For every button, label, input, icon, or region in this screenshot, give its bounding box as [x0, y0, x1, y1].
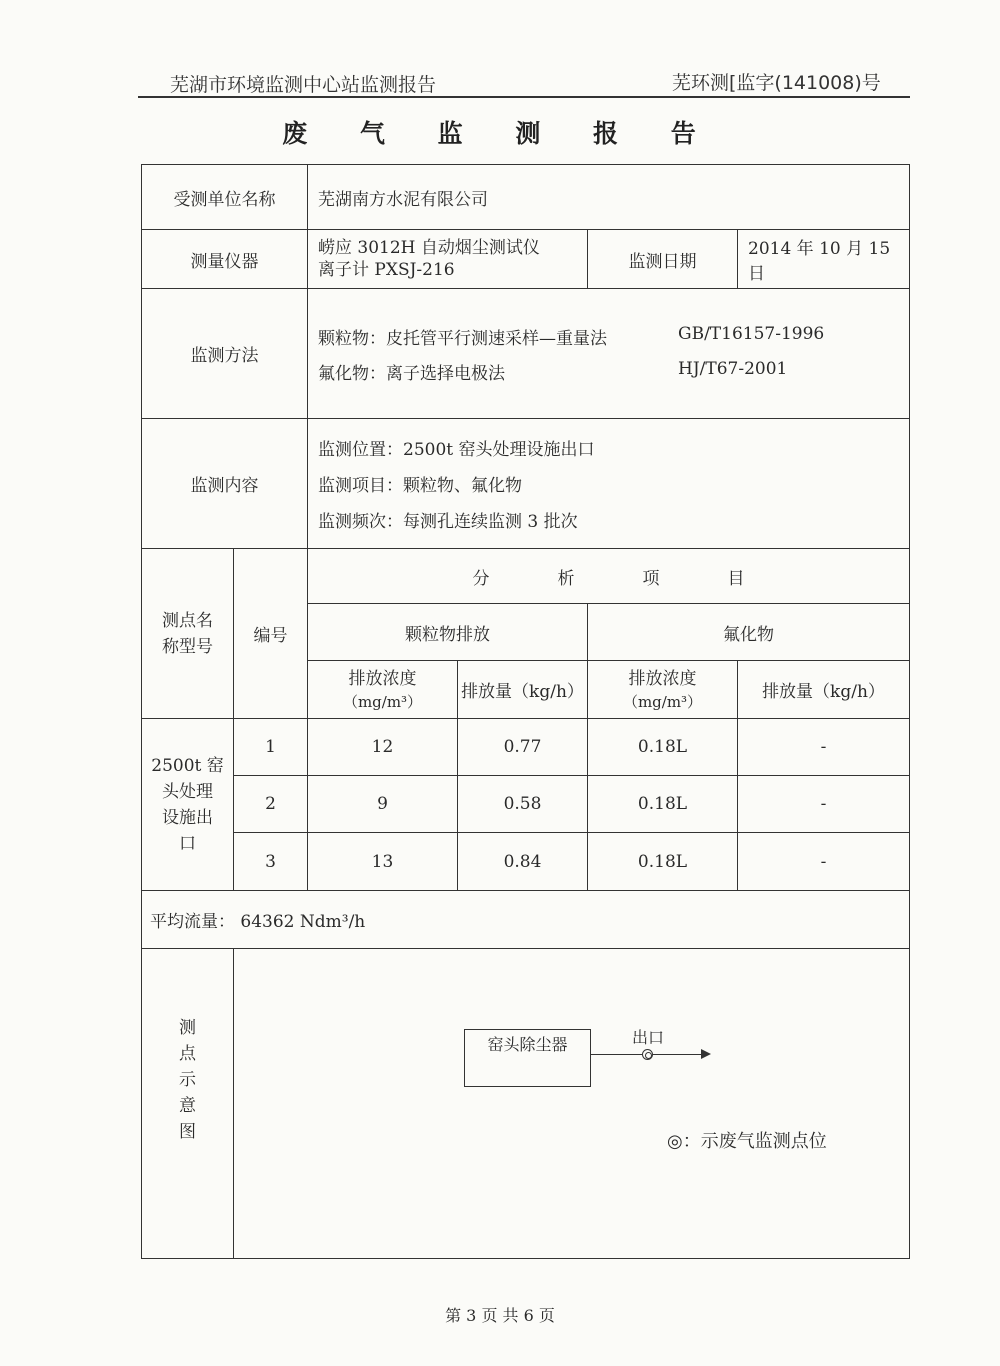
report-table: [141, 164, 910, 1259]
f-rate: -: [738, 776, 910, 833]
content-items: 监测项目：颗粒物、氟化物: [318, 476, 522, 496]
page-footer: 第 3 页 共 6 页: [445, 1306, 555, 1325]
pm-rate-header: 排放量（kg/h）: [458, 661, 588, 719]
point-header-line: 称型号: [162, 636, 213, 657]
content-value: [308, 419, 910, 549]
method-text: 氟化物：离子选择电极法: [318, 363, 505, 384]
instrument-line-2: 离子计 PXSJ-216: [318, 260, 455, 280]
flow-label: 平均流量：: [150, 912, 235, 932]
unit-value: 芜湖南方水泥有限公司: [308, 165, 910, 230]
content-frequency: 监测频次：每测孔连续监测 3 批次: [318, 512, 578, 532]
side-char: 示: [179, 1070, 196, 1090]
conc-unit: （mg/m³）: [622, 692, 703, 711]
monitoring-point-icon: [642, 1049, 653, 1060]
f-concentration-header: [588, 661, 738, 719]
point-header-line: 测点名: [162, 610, 213, 631]
pm-rate: 0.84: [458, 833, 588, 891]
f-rate: -: [738, 833, 910, 891]
dust-collector-label: 窑头除尘器: [487, 1035, 568, 1054]
date-label: 监测日期: [588, 230, 738, 289]
side-char: 意: [179, 1096, 196, 1116]
header-divider: [138, 96, 910, 98]
location-cell: [142, 719, 234, 891]
instrument-label: 测量仪器: [142, 230, 308, 289]
conc-unit: （mg/m³）: [342, 692, 423, 711]
method-value: [308, 289, 910, 419]
method-standard: GB/T16157-1996: [678, 323, 825, 344]
method-text: 颗粒物：皮托管平行测速采样—重量法: [318, 328, 607, 349]
location-line: 设施出: [162, 807, 213, 828]
f-concentration: 0.18L: [588, 833, 738, 891]
flow-value: 64362 Ndm³/h: [240, 912, 366, 932]
f-rate: -: [738, 719, 910, 776]
report-org-header: 芜湖市环境监测中心站监测报告: [170, 74, 437, 96]
number-header: 编号: [234, 549, 308, 719]
average-flow: [142, 891, 910, 949]
instrument-value: [308, 230, 588, 289]
table-row: [142, 776, 910, 833]
dust-collector-box: [464, 1029, 591, 1087]
monitoring-point-diagram: [234, 949, 909, 1258]
side-char: 测: [179, 1018, 196, 1038]
method-item: [318, 324, 909, 349]
page-title: 废 气 监 测 报 告: [282, 119, 718, 148]
pm-concentration-header: [308, 661, 458, 719]
pm-rate: 0.77: [458, 719, 588, 776]
instrument-line-1: 崂应 3012H 自动烟尘测试仪: [318, 238, 540, 258]
pm-concentration: 12: [308, 719, 458, 776]
f-concentration: 0.18L: [588, 776, 738, 833]
diagram-area: [234, 949, 910, 1259]
table-row: [142, 719, 910, 776]
report-number: 芜环测[监字(141008)号: [672, 72, 881, 94]
unit-label: 受测单位名称: [142, 165, 308, 230]
row-number: 3: [234, 833, 308, 891]
fluoride-group-header: 氟化物: [588, 604, 910, 661]
side-char: 点: [179, 1044, 196, 1064]
content-label: 监测内容: [142, 419, 308, 549]
date-value: 2014 年 10 月 15 日: [738, 230, 910, 289]
point-name-header: [142, 549, 234, 719]
method-item: [318, 359, 909, 384]
pm-concentration: 13: [308, 833, 458, 891]
location-line: 头处理: [162, 781, 213, 802]
row-number: 1: [234, 719, 308, 776]
analysis-header: 分 析 项 目: [308, 549, 910, 604]
table-row: [142, 833, 910, 891]
pm-rate: 0.58: [458, 776, 588, 833]
location-line: 2500t 窑: [151, 755, 224, 776]
row-number: 2: [234, 776, 308, 833]
conc-label: 排放浓度: [628, 668, 697, 689]
diagram-legend: ◎：示废气监测点位: [667, 1131, 827, 1152]
side-char: 图: [179, 1122, 196, 1142]
particulate-group-header: 颗粒物排放: [308, 604, 588, 661]
f-rate-header: 排放量（kg/h）: [738, 661, 910, 719]
pm-concentration: 9: [308, 776, 458, 833]
outlet-label: 出口: [632, 1028, 665, 1047]
diagram-side-label: [142, 949, 234, 1259]
f-concentration: 0.18L: [588, 719, 738, 776]
location-line: 口: [179, 833, 196, 854]
method-label: 监测方法: [142, 289, 308, 419]
method-standard: HJ/T67-2001: [678, 358, 788, 379]
arrow-head-icon: [701, 1049, 711, 1059]
content-location: 监测位置：2500t 窑头处理设施出口: [318, 440, 595, 460]
conc-label: 排放浓度: [348, 668, 417, 689]
